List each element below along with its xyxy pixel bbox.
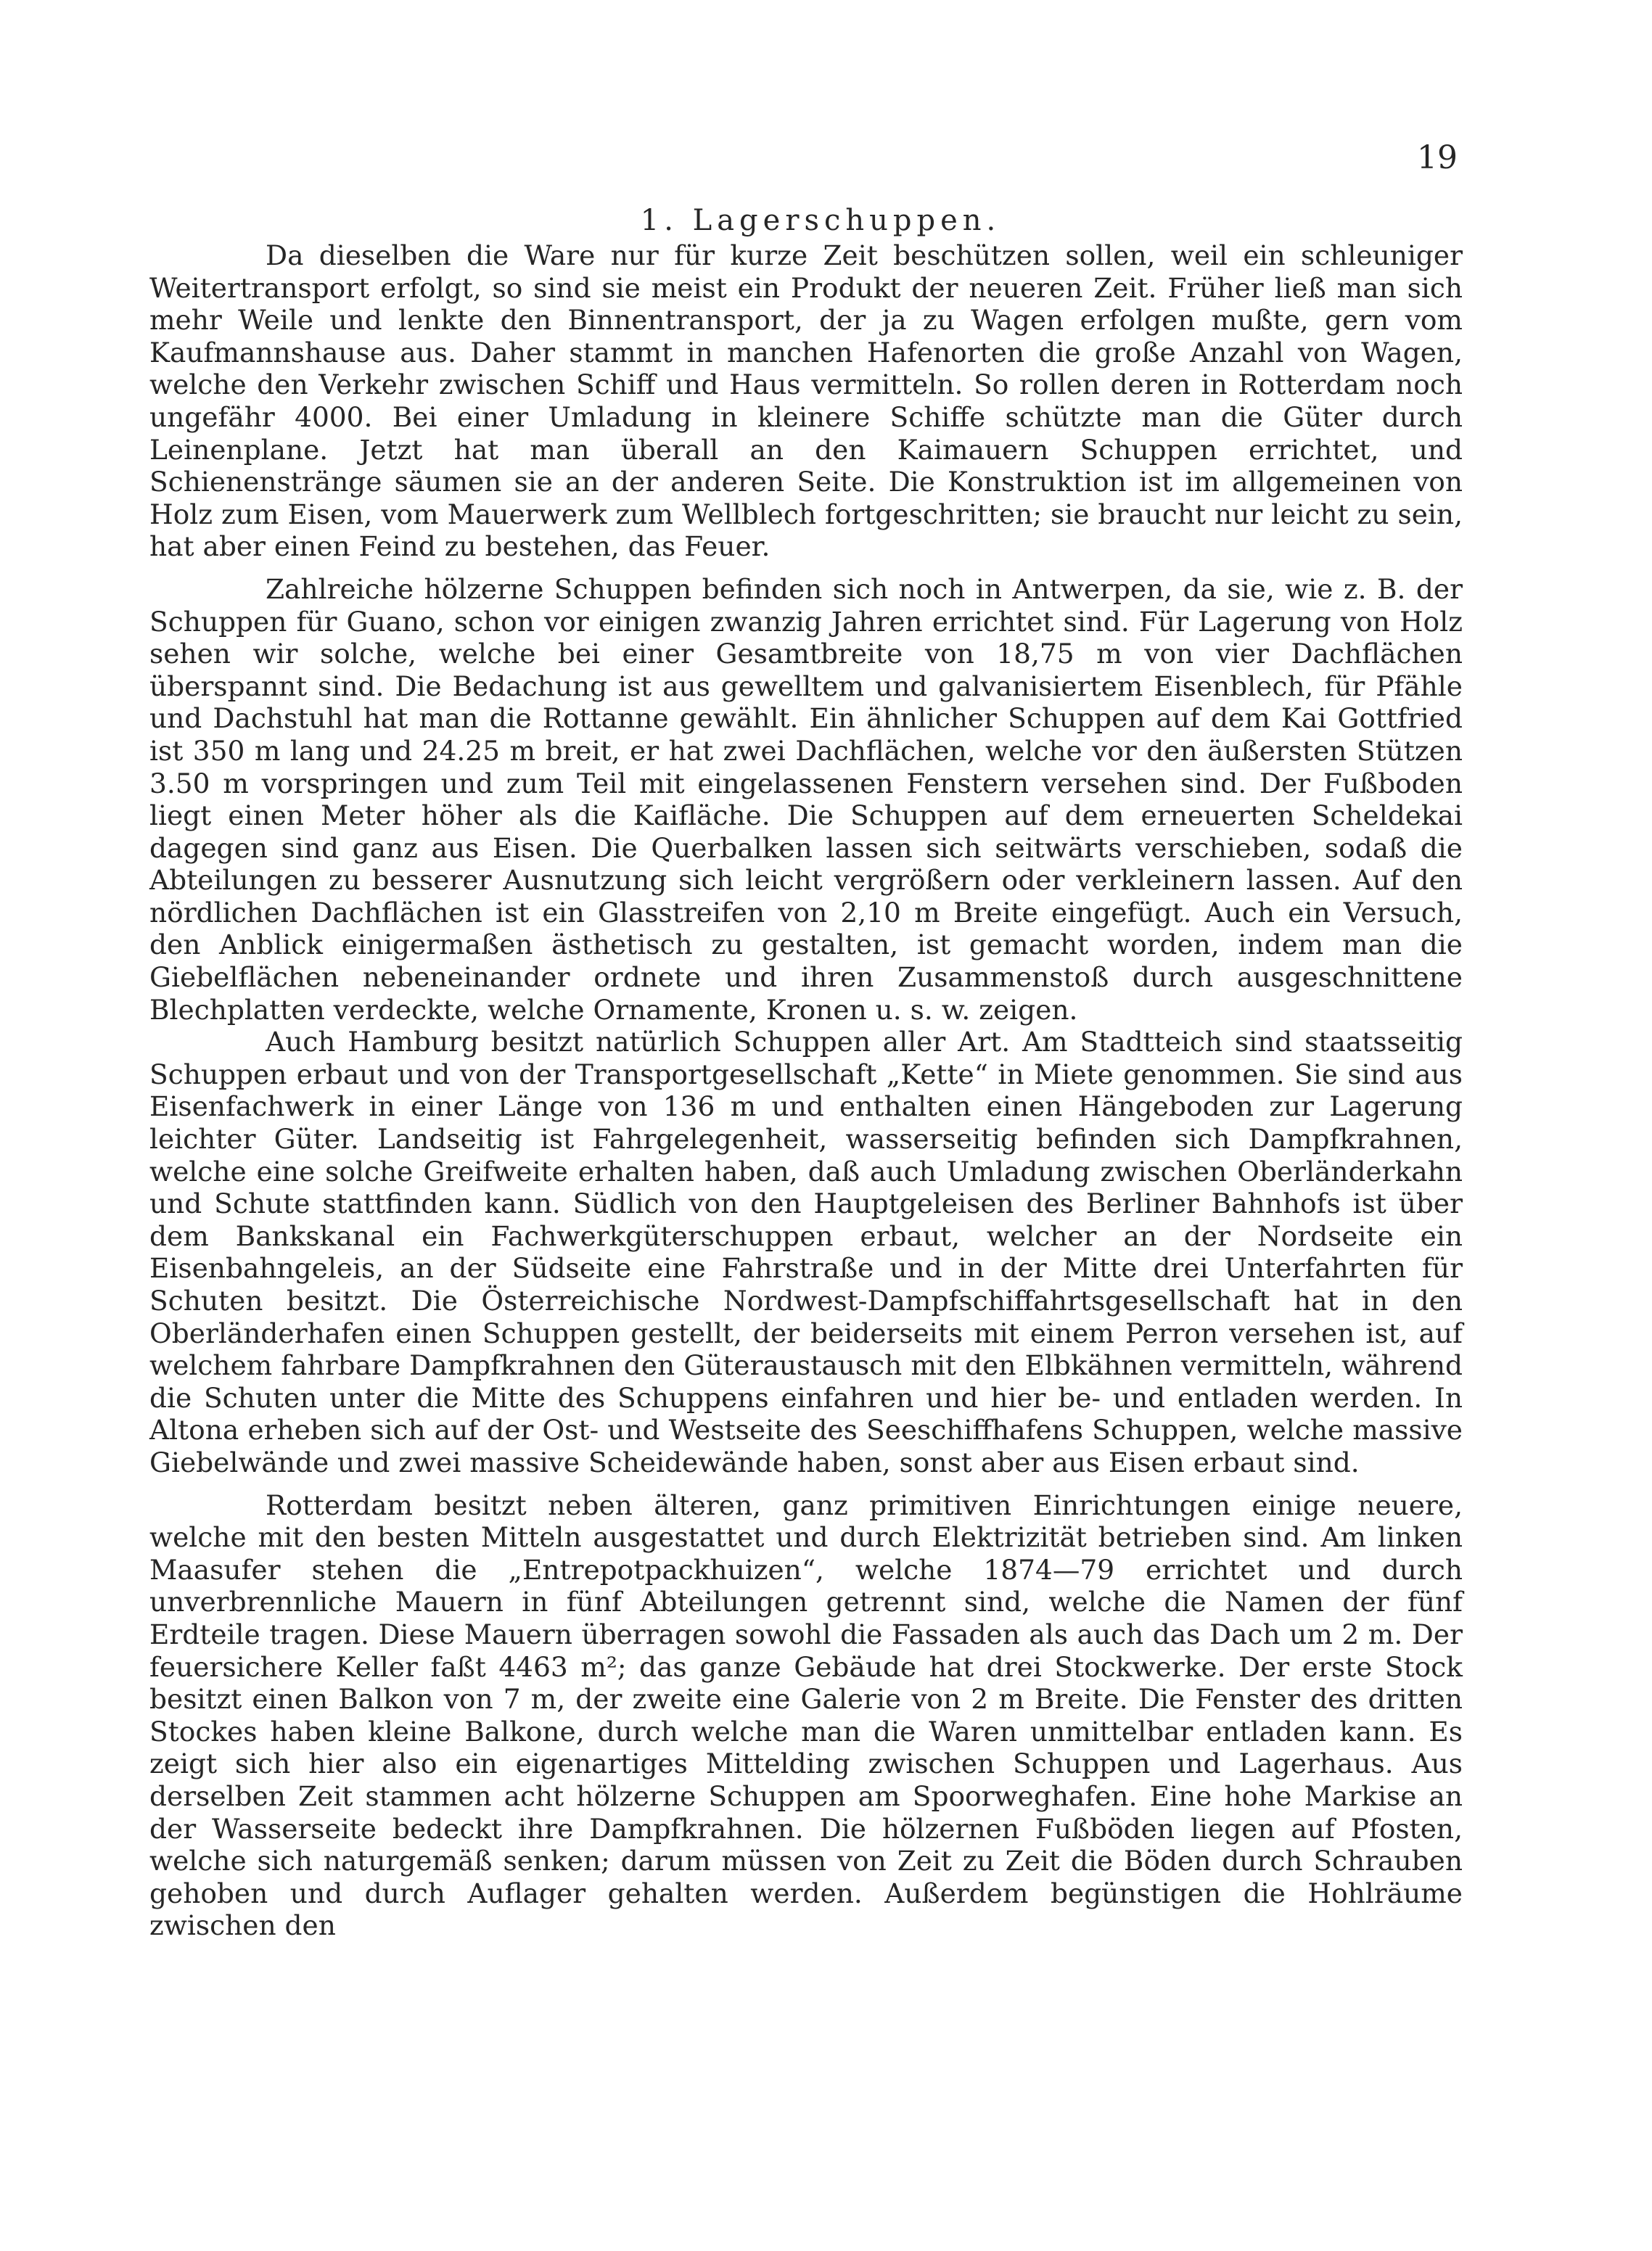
paragraph-lagerschuppen-intro: Da dieselben die Ware nur für kurze Zeit beschützen sollen, weil ein schleuniger Weitertransport erfolgt, so sind sie meist ein Produkt der neueren Zeit. Früher ließ man sich mehr Weile und lenkte den Binnentransport, der ja zu Wagen erfolgen mußte, gern vom Kaufmannshause aus. Daher stammt in manchen Hafenorten die große Anzahl von Wagen, welche den Verkehr zwischen Schiff und Haus vermitteln. So rollen deren in Rotterdam noch ungefähr 4000. Bei einer Umladung in kleinere Schiffe schützte man die Güter durch Leinenplane. Jetzt hat man überall an den Kaimauern Schuppen errichtet, und Schienenstränge säumen sie an der anderen Seite. Die Konstruktion ist im allgemeinen von Holz zum Eisen, vom Mauerwerk zum Wellblech fortgeschritten; sie braucht nur leicht zu sein, hat aber einen Feind zu bestehen, das Feuer. xyxy=(149,239,1463,563)
paragraph-rotterdam: Rotterdam besitzt neben älteren, ganz primitiven Einrichtungen einige neuere, welche mit den besten Mitteln ausgestattet und durch Elektrizität betrieben sind. Am linken Maasufer stehen die „Entrepotpackhuizen“, welche 1874—79 errichtet und durch unverbrennliche Mauern in fünf Abteilungen getrennt sind, welche die Namen der fünf Erdteile tragen. Diese Mauern überragen sowohl die Fassaden als auch das Dach um 2 m. Der feuersichere Keller faßt 4463 m²; das ganze Gebäude hat drei Stockwerke. Der erste Stock besitzt einen Balkon von 7 m, der zweite eine Galerie von 2 m Breite. Die Fenster des dritten Stockes haben kleine Balkone, durch welche man die Waren unmittelbar entladen kann. Es zeigt sich hier also ein eigenartiges Mittelding zwischen Schuppen und Lagerhaus. Aus derselben Zeit stammen acht hölzerne Schuppen am Spoorweghafen. Eine hohe Markise an der Wasserseite bedeckt ihre Dampfkrahnen. Die hölzernen Fußböden liegen auf Pfosten, welche sich naturgemäß senken; darum müssen von Zeit zu Zeit die Böden durch Schrauben gehoben und durch Auflager gehalten werden. Außerdem begünstigen die Hohlräume zwischen den xyxy=(149,1489,1463,1942)
paragraph-hamburg: Auch Hamburg besitzt natürlich Schuppen aller Art. Am Stadtteich sind staatsseitig Schuppen erbaut und von der Transportgesellschaft „Kette“ in Miete genommen. Sie sind aus Eisenfachwerk in einer Länge von 136 m und enthalten einen Hängeboden zur Lagerung leichter Güter. Landseitig ist Fahrgelegenheit, wasserseitig befinden sich Dampfkrahnen, welche eine solche Greifweite erhalten haben, daß auch Umladung zwischen Oberländerkahn und Schute stattfinden kann. Südlich von den Hauptgeleisen des Berliner Bahnhofs ist über dem Bankskanal ein Fachwerkgüterschuppen erbaut, welcher an der Nordseite ein Eisenbahngeleis, an der Südseite eine Fahrstraße und in der Mitte drei Unterfahrten für Schuten besitzt. Die Österreichische Nordwest-Dampfschiffahrtsgesellschaft hat in den Oberländerhafen einen Schuppen gestellt, der beiderseits mit einem Perron versehen ist, auf welchem fahrbare Dampfkrahnen den Güteraustausch mit den Elbkähnen vermitteln, während die Schuten unter die Mitte des Schuppens einfahren und hier be- und entladen werden. In Altona erheben sich auf der Ost- und Westseite des Seeschiffhafens Schuppen, welche massive Giebelwände und zwei massive Scheidewände haben, sonst aber aus Eisen erbaut sind. xyxy=(149,1026,1463,1478)
paragraph-antwerpen: Zahlreiche hölzerne Schuppen befinden sich noch in Antwerpen, da sie, wie z. B. der Schuppen für Guano, schon vor einigen zwanzig Jahren errichtet sind. Für Lagerung von Holz sehen wir solche, welche bei einer Gesamtbreite von 18,75 m von vier Dachflächen überspannt sind. Die Bedachung ist aus gewelltem und galvanisiertem Eisenblech, für Pfähle und Dachstuhl hat man die Rottanne gewählt. Ein ähnlicher Schuppen auf dem Kai Gottfried ist 350 m lang und 24.25 m breit, er hat zwei Dachflächen, welche vor den äußersten Stützen 3.50 m vorspringen und zum Teil mit eingelassenen Fenstern versehen sind. Der Fußboden liegt einen Meter höher als die Kaifläche. Die Schuppen auf dem erneuerten Scheldekai dagegen sind ganz aus Eisen. Die Querbalken lassen sich seitwärts verschieben, sodaß die Abteilungen zu besserer Ausnutzung sich leicht vergrößern oder verkleinern lassen. Auf den nördlichen Dachflächen ist ein Glasstreifen von 2,10 m Breite eingefügt. Auch ein Versuch, den Anblick einigermaßen ästhetisch zu gestalten, ist gemacht worden, indem man die Giebelflächen nebeneinander ordnete und ihren Zusammenstoß durch ausgeschnittene Blechplatten verdeckte, welche Ornamente, Kronen u. s. w. zeigen. xyxy=(149,572,1463,1026)
section-heading: 1. Lagerschuppen. xyxy=(640,204,1001,237)
page-body xyxy=(149,203,1463,1942)
page-number: 19 xyxy=(1417,139,1458,176)
